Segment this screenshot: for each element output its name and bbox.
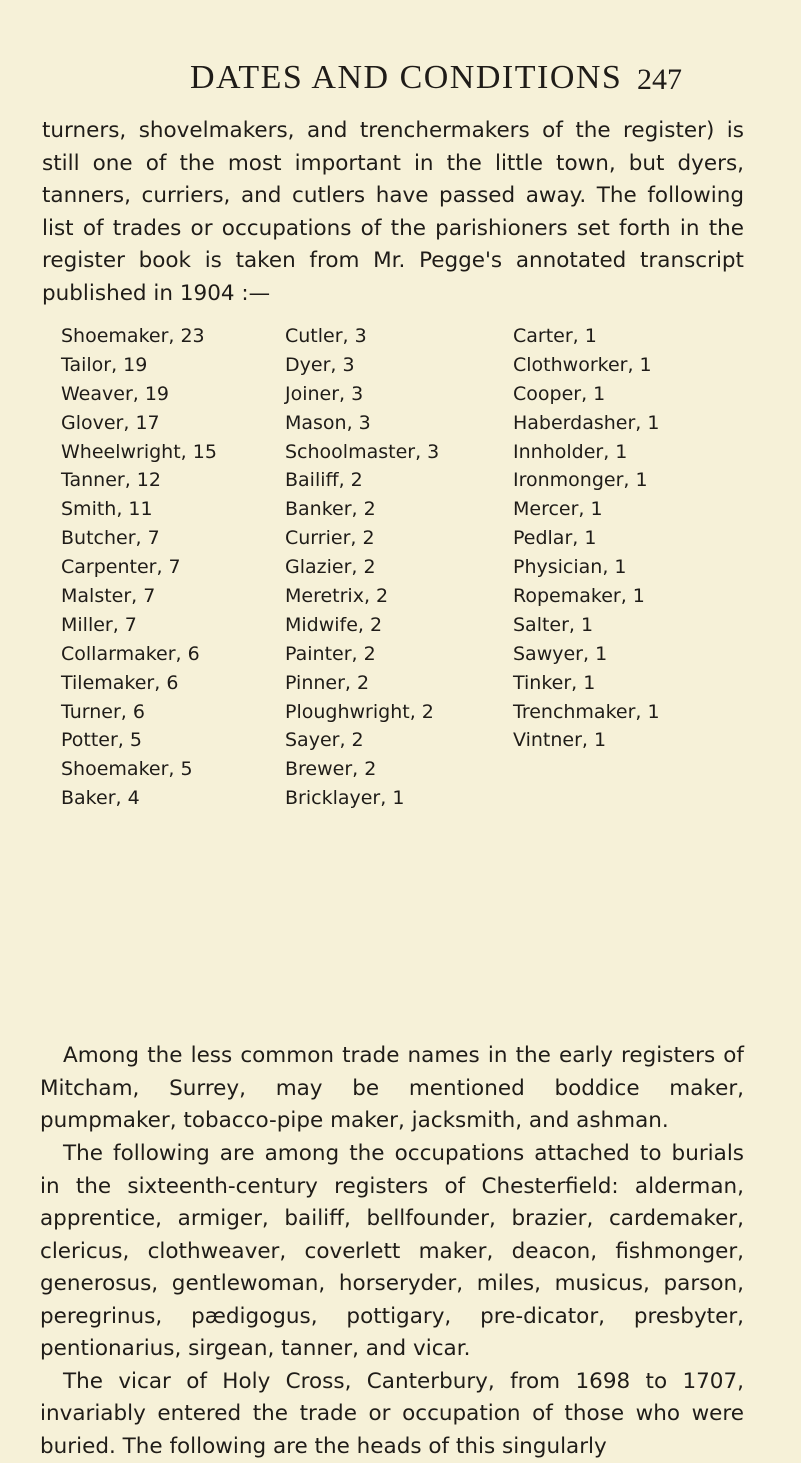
trade-entry: Carpenter, 7 (61, 553, 217, 582)
chesterfield-paragraph (40, 1138, 744, 1463)
trade-entry: Shoemaker, 5 (61, 755, 217, 784)
trade-entry: Cutler, 3 (285, 322, 439, 351)
trade-entry: Ropemaker, 1 (513, 582, 660, 611)
trade-entry: Schoolmaster, 3 (285, 438, 439, 467)
trade-entry: Currier, 2 (285, 524, 439, 553)
trades-column-1 (61, 322, 217, 813)
trade-entry: Ironmonger, 1 (513, 466, 660, 495)
trades-column-2 (285, 322, 439, 813)
trade-entry: Cooper, 1 (513, 380, 660, 409)
trade-entry: Sawyer, 1 (513, 640, 660, 669)
trade-entry: Tailor, 19 (61, 351, 217, 380)
trade-entry: Joiner, 3 (285, 380, 439, 409)
trade-entry: Salter, 1 (513, 611, 660, 640)
trade-entry: Mason, 3 (285, 409, 439, 438)
trade-entry: Baker, 4 (61, 784, 217, 813)
trade-entry: Innholder, 1 (513, 438, 660, 467)
trade-entry: Painter, 2 (285, 640, 439, 669)
trade-entry: Turner, 6 (61, 698, 217, 727)
chesterfield-text: The following are among the occupations attached to burials in the sixteenth-century registers of Chesterfield: alderman, apprentice, armiger, bailiff, bellfounder, brazier, cardemaker, clericus, clothweaver, coverlett maker, deacon, fishmonger, generosus, gentlewoman, horseryder, miles, musicus, parson, peregrinus, pædigogus, pottigary, pre-dicator, presbyter, pentionarius, sirgean, tanner, and vicar. (40, 1141, 744, 1361)
trade-entry: Clothworker, 1 (513, 351, 660, 380)
trade-entry: Vintner, 1 (513, 726, 660, 755)
trade-entry: Trenchmaker, 1 (513, 698, 660, 727)
trade-entry: Meretrix, 2 (285, 582, 439, 611)
trade-entry: Miller, 7 (61, 611, 217, 640)
intro-paragraph: turners, shovelmakers, and trenchermakers of the register) is still one of the most important in the little town, but dyers, tanners, curriers, and cutlers have passed away. The following list of trades or occupations of the parishioners set forth in the register book is taken from Mr. Pegge's annotated transcript published in 1904 :— (42, 115, 744, 310)
trade-entry: Glover, 17 (61, 409, 217, 438)
canterbury-text: The vicar of Holy Cross, Canterbury, from 1698 to 1707, invariably entered the trade or occupation of those who were buried. The following are the heads of this singularly (40, 1366, 744, 1463)
trades-list (61, 322, 751, 1022)
trade-entry: Ploughwright, 2 (285, 698, 439, 727)
running-head (0, 58, 801, 98)
mitcham-paragraph: Among the less common trade names in the early registers of Mitcham, Surrey, may be mentioned boddice maker, pumpmaker, tobacco-pipe maker, jacksmith, and ashman. (40, 1040, 744, 1138)
trade-entry: Weaver, 19 (61, 380, 217, 409)
trade-entry: Shoemaker, 23 (61, 322, 217, 351)
trade-entry: Mercer, 1 (513, 495, 660, 524)
trade-entry: Banker, 2 (285, 495, 439, 524)
trade-entry: Collarmaker, 6 (61, 640, 217, 669)
trade-entry: Brewer, 2 (285, 755, 439, 784)
trade-entry: Haberdasher, 1 (513, 409, 660, 438)
trade-entry: Dyer, 3 (285, 351, 439, 380)
trade-entry: Potter, 5 (61, 726, 217, 755)
trade-entry: Glazier, 2 (285, 553, 439, 582)
trade-entry: Sayer, 2 (285, 726, 439, 755)
trade-entry: Tanner, 12 (61, 466, 217, 495)
page-number: 247 (637, 60, 682, 100)
trades-column-3 (513, 322, 660, 755)
trade-entry: Pedlar, 1 (513, 524, 660, 553)
trade-entry: Butcher, 7 (61, 524, 217, 553)
trade-entry: Pinner, 2 (285, 669, 439, 698)
trade-entry: Smith, 11 (61, 495, 217, 524)
trade-entry: Wheelwright, 15 (61, 438, 217, 467)
running-title: DATES AND CONDITIONS (190, 58, 622, 98)
trade-entry: Carter, 1 (513, 322, 660, 351)
trade-entry: Tilemaker, 6 (61, 669, 217, 698)
trade-entry: Physician, 1 (513, 553, 660, 582)
trade-entry: Malster, 7 (61, 582, 217, 611)
trade-entry: Tinker, 1 (513, 669, 660, 698)
trade-entry: Bailiff, 2 (285, 466, 439, 495)
trade-entry: Bricklayer, 1 (285, 784, 439, 813)
trade-entry: Midwife, 2 (285, 611, 439, 640)
